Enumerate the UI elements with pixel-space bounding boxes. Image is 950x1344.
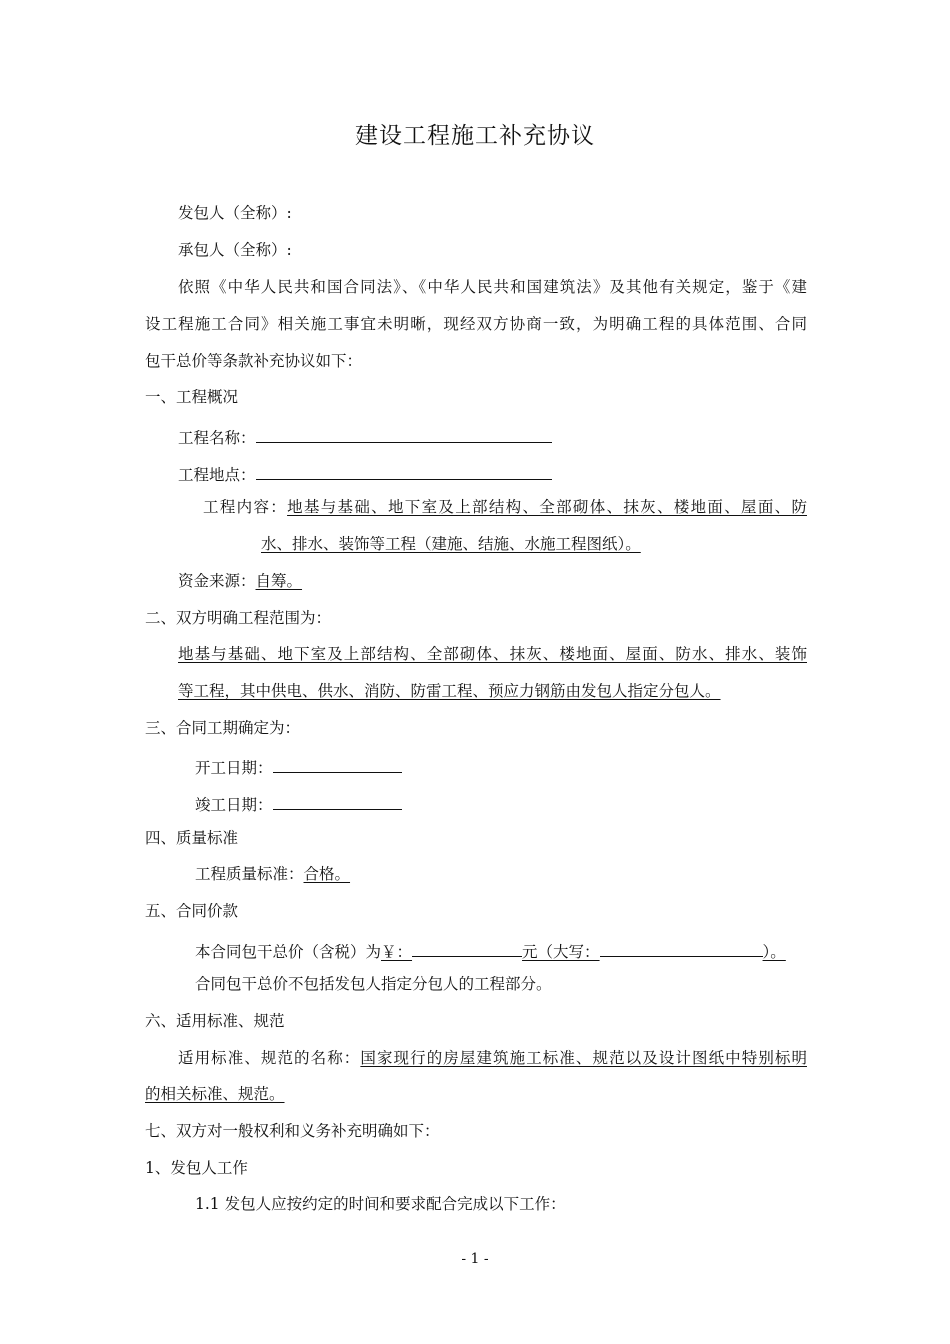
section-2-heading: 二、双方明确工程范围为：: [145, 609, 332, 627]
section-1-heading: 一、工程概况: [145, 388, 239, 406]
price-note: 合同包干总价不包括发包人指定分包人的工程部分。: [195, 975, 552, 993]
project-name-label: 工程名称：: [178, 429, 256, 447]
section-3-heading: 三、合同工期确定为：: [145, 719, 301, 737]
end-date-row: [195, 791, 402, 815]
section-6-heading: 六、适用标准、规范: [145, 1012, 285, 1030]
project-name-row: [178, 424, 552, 448]
standards-value-line-2: 的相关标准、规范。: [145, 1085, 285, 1103]
start-date-row: [195, 754, 402, 778]
scope-line-2: 等工程，其中供电、供水、消防、防雷工程、预应力钢筋由发包人指定分包人。: [178, 682, 721, 700]
price-close: ）。: [762, 943, 786, 961]
preamble-line-1: 依照《中华人民共和国合同法》、《中华人民共和国建筑法》及其他有关规定，鉴于《建: [178, 278, 807, 296]
project-content-line-2: 水、排水、装饰等工程（建施、结施、水施工程图纸）。: [261, 535, 641, 553]
section-4-heading: 四、质量标准: [145, 829, 239, 847]
standards-row: [178, 1048, 807, 1068]
contractor-label: 承包人（全称）:: [178, 241, 292, 259]
project-location-label: 工程地点：: [178, 466, 256, 484]
standards-value-line-1: 国家现行的房屋建筑施工标准、规范以及设计图纸中特别标明: [360, 1049, 807, 1067]
project-location-row: [178, 461, 552, 485]
start-date-blank: [273, 754, 402, 773]
price-amount-blank: [412, 938, 522, 957]
employer-duties-heading: 1、发包人工作: [145, 1159, 248, 1177]
fund-source-label: 资金来源：: [178, 572, 256, 590]
section-7-heading: 七、双方对一般权利和义务补充明确如下：: [145, 1122, 440, 1140]
page-number: - 1 -: [461, 1251, 489, 1267]
standards-label: 适用标准、规范的名称：: [178, 1049, 361, 1067]
price-yuan: 元（大写：: [522, 943, 600, 961]
price-yen: ￥：: [381, 943, 413, 961]
employer-label: 发包人（全称）:: [178, 204, 292, 222]
section-5-heading: 五、合同价款: [145, 902, 239, 920]
end-date-label: 竣工日期：: [195, 796, 273, 814]
project-content-row: [203, 497, 807, 517]
fund-source-row: [178, 571, 302, 591]
employer-duties-item-1-1: 1.1 发包人应按约定的时间和要求配合完成以下工作：: [195, 1195, 566, 1213]
price-prefix: 本合同包干总价（含税）为: [195, 943, 382, 961]
document-title: 建设工程施工补充协议: [355, 123, 595, 149]
fund-source-value: 自筹。: [255, 572, 303, 590]
project-content-line-1: 地基与基础、地下室及上部结构、全部砌体、抹灰、楼地面、屋面、防: [287, 498, 807, 516]
scope-line-1: 地基与基础、地下室及上部结构、全部砌体、抹灰、楼地面、屋面、防水、排水、装饰: [178, 645, 807, 663]
start-date-label: 开工日期：: [195, 759, 273, 777]
end-date-blank: [273, 791, 402, 810]
contract-price-row: [195, 938, 786, 962]
project-name-blank: [256, 424, 552, 443]
project-content-label: 工程内容：: [203, 498, 288, 516]
preamble-line-2: 设工程施工合同》相关施工事宜未明晰，现经双方协商一致，为明确工程的具体范围、合同: [145, 315, 807, 333]
preamble-line-3: 包干总价等条款补充协议如下：: [145, 352, 363, 370]
project-location-blank: [256, 461, 552, 480]
price-words-blank: [600, 938, 763, 957]
quality-row: [195, 864, 350, 884]
quality-value: 合格。: [303, 865, 351, 883]
quality-label: 工程质量标准：: [195, 865, 304, 883]
